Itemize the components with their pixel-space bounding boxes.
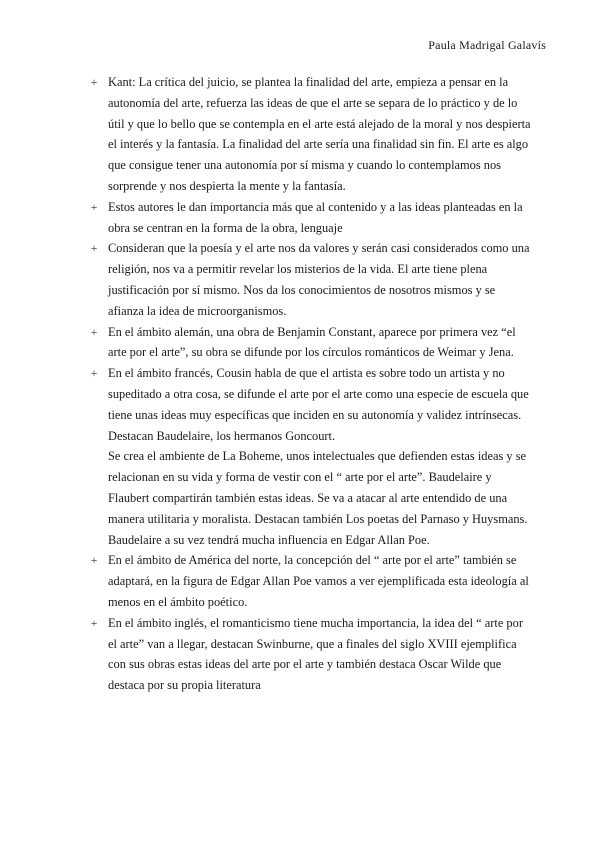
list-item-america [90, 550, 533, 612]
list-item-aleman [90, 322, 533, 364]
paragraph-text: Consideran que la poesía y el arte nos da valores y serán casi considerados como una religión, nos va a permitir revelar los misterios de la vida. El arte tiene plena justificación por sí mismo. Nos da los conocimientos de nosotros mismos y se afianza la idea de microorganismos. [108, 241, 530, 318]
bullet-plus-icon: + [90, 199, 98, 214]
paragraph-continuation: Se crea el ambiente de La Boheme, unos intelectuales que defienden estas ideas y se relacionan en su vida y forma de vestir con el “ arte por el arte”. Baudelaire y Flaubert compartirán también estas ideas. Se va a atacar al arte entendido de una manera utilitaria y moralista. Destacan también Los poetas del Parnaso y Huysmans. Baudelaire a su vez tendrá mucha influencia en Edgar Allan Poe. [108, 449, 528, 547]
bullet-plus-icon: + [90, 75, 98, 89]
paragraph-text: En el ámbito inglés, el romanticismo tiene mucha importancia, la idea del “ arte por el arte” van a llegar, destacan Swinburne, que a finales del siglo XVIII ejemplifica con sus obras estas ideas del arte por el arte y también destaca Oscar Wilde que destaca por su propia literatura [108, 615, 523, 693]
list-item-ingles [90, 613, 533, 696]
list-item-kant [90, 72, 533, 197]
bullet-plus-icon: + [90, 324, 98, 339]
bullet-plus-icon: + [90, 241, 98, 256]
paragraph-text: Estos autores le dan importancia más que al contenido y a las ideas planteadas en la obra se centran en la forma de la obra, lenguaje [108, 199, 523, 235]
header-author: Paula Madrigal Galavís [428, 38, 546, 52]
paragraph-text: En el ámbito francés, Cousin habla de que el artista es sobre todo un artista y no supeditado a otra cosa, se difunde el arte por el arte como una especie de escuela que tiene unas ideas muy específicas que inciden en su autonomía y validez intrínsecas. Destacan Baudelaire, los hermanos Goncourt. [108, 366, 529, 443]
bullet-plus-icon: + [90, 553, 98, 568]
paragraph-text: Kant: La crítica del juicio, se plantea la finalidad del arte, empieza a pensar en la autonomía del arte, refuerza las ideas de que el arte se separa de lo práctico y de lo útil y que lo bello que se contempla en el arte está alejado de la moral y nos despierta el interés y la fantasía. La finalidad del arte sería una finalidad sin fin. El arte es algo que consigue tener una autonomía por sí misma y cuando lo contemplamos nos sorprende y nos despierta la mente y la fantasía. [108, 75, 531, 193]
list-item-poesia [90, 238, 533, 321]
list-item-autores [90, 197, 533, 239]
document-body [90, 72, 533, 696]
paragraph-text: En el ámbito de América del norte, la concepción del “ arte por el arte” también se adaptará, en la figura de Edgar Allan Poe vamos a ver ejemplificada esta ideología al menos en el ámbito poético. [108, 553, 529, 609]
list-item-frances [90, 363, 533, 550]
bullet-plus-icon: + [90, 366, 98, 381]
bullet-plus-icon: + [90, 615, 98, 630]
paragraph-text: En el ámbito alemán, una obra de Benjamin Constant, aparece por primera vez “el arte por el arte”, su obra se difunde por los círculos románticos de Weimar y Jena. [108, 324, 516, 360]
